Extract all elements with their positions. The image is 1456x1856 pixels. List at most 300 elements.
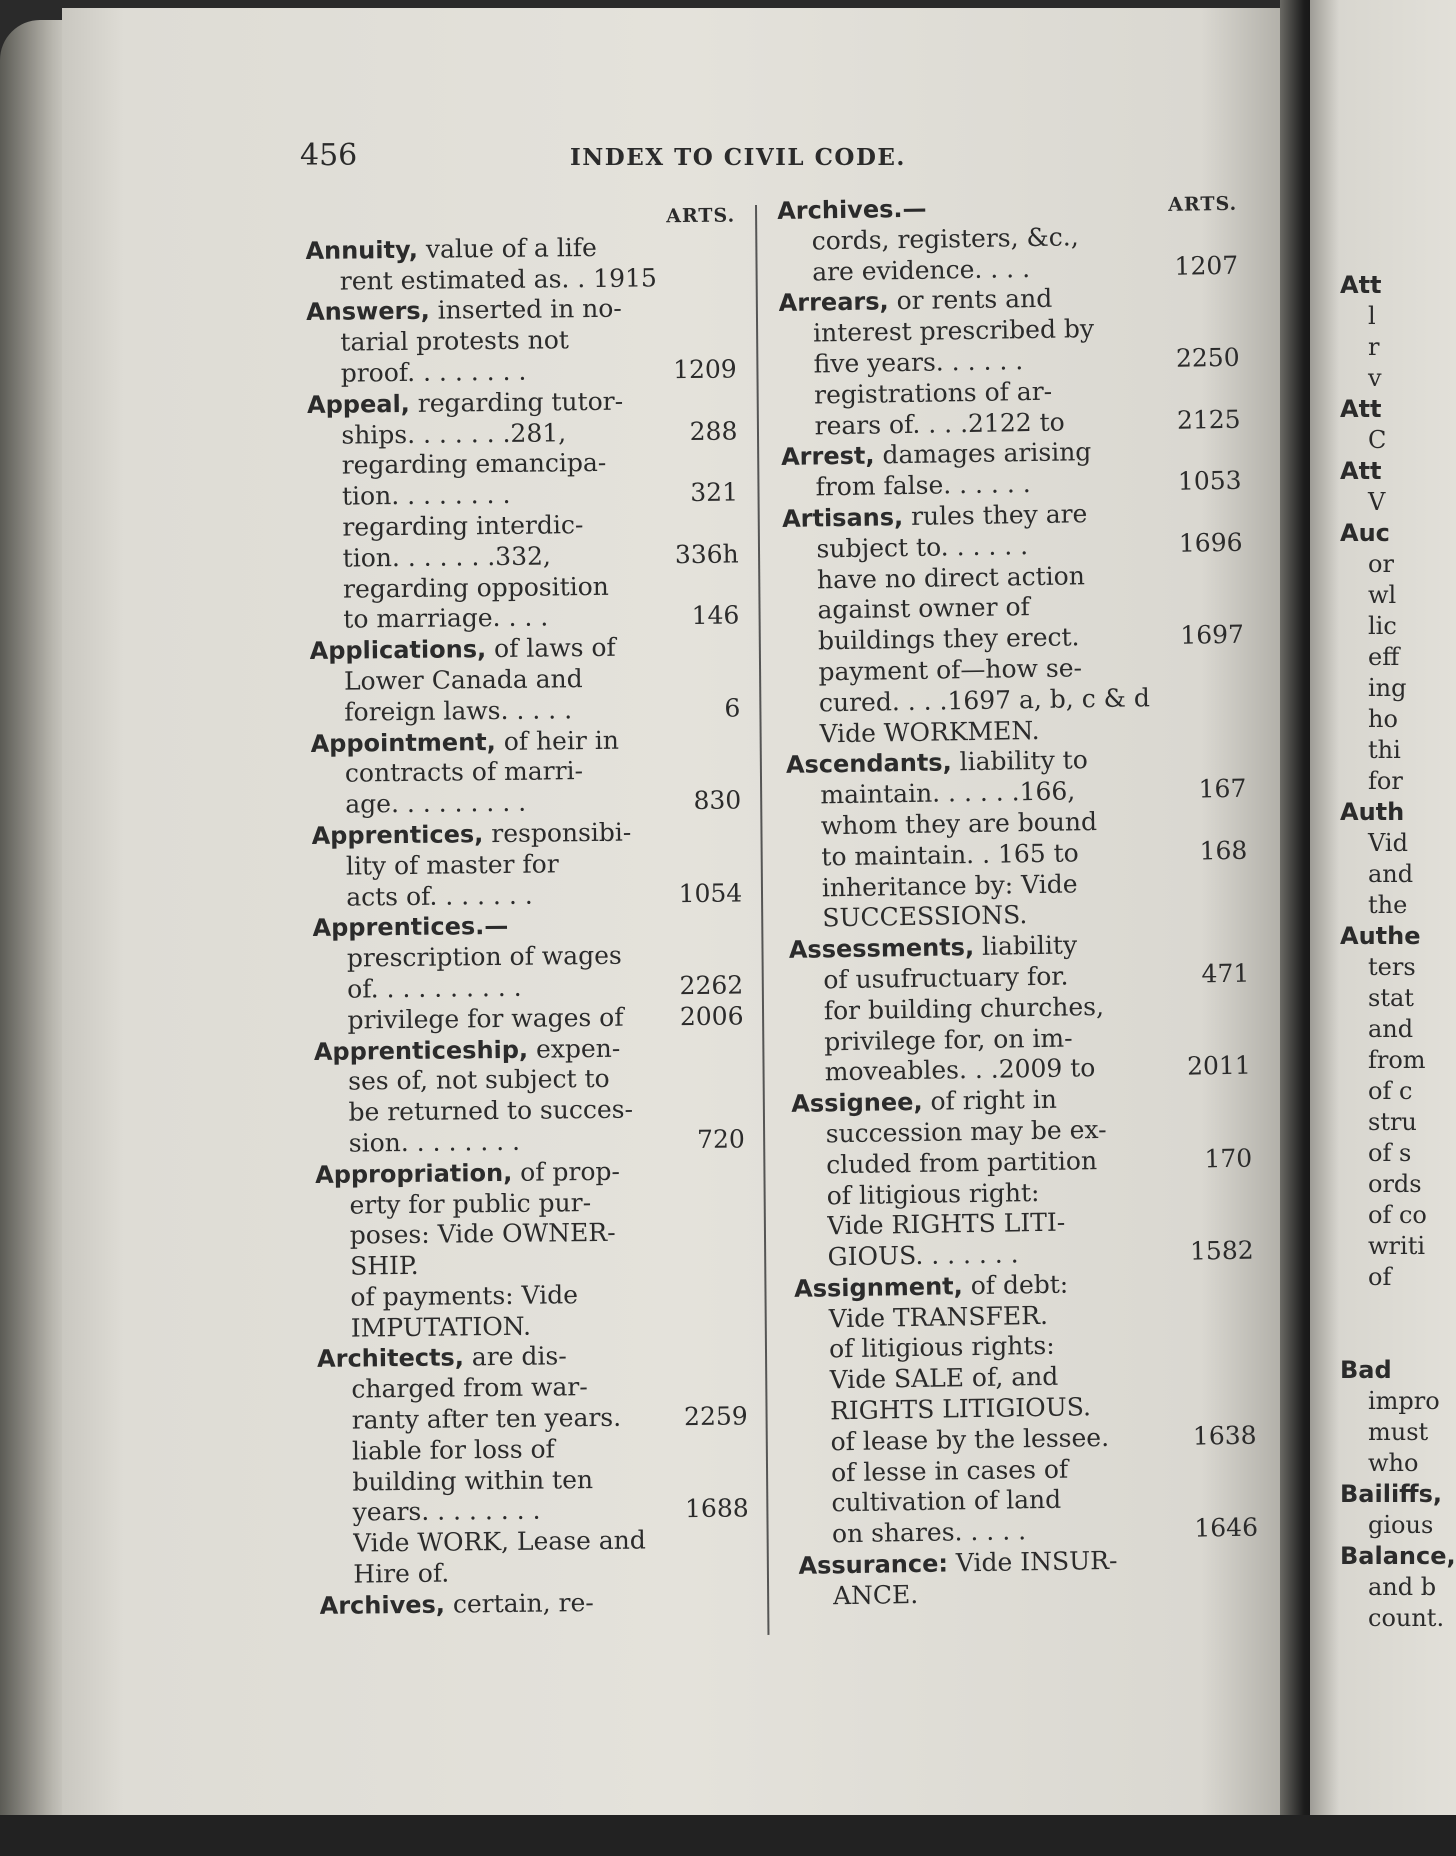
entry-keyword: Arrears, [778,287,889,318]
adjacent-page-fragment: of c [1368,1077,1413,1105]
index-entry-line [320,1586,750,1621]
entry-text [344,693,714,728]
index-entry-line [305,231,735,266]
entry-description: of usufructuary for. [823,961,1069,995]
entry-text [341,355,664,389]
article-number [732,847,742,878]
index-entry-line [310,632,740,667]
entry-description: ANCE. [832,1579,919,1611]
entry-description: or rents and [888,284,1053,316]
article-number: 1697 [1180,619,1245,650]
article-number [731,816,741,847]
entry-keyword: Assessments, [788,933,975,965]
entry-text [346,879,669,913]
index-entry-line [314,1032,744,1067]
article-number: 6 [724,693,741,723]
entry-text [320,1586,740,1621]
entry-description: five years. . . . . . [813,346,1024,379]
entry-description: lity of master for [345,849,559,881]
adjacent-page-fragment: l [1368,302,1376,330]
index-entry-line [310,662,740,697]
article-number [728,508,738,539]
entry-description: liability to [951,745,1088,777]
article-number [725,231,735,262]
entry-description: expen- [527,1033,621,1064]
entry-description: cords, registers, &c., [811,222,1079,256]
article-number [1247,1482,1257,1513]
index-entry-line [309,570,739,605]
entry-description: be returned to succes- [348,1094,634,1127]
adjacent-page-fragment: and b [1368,1573,1437,1601]
article-number [1243,1205,1253,1236]
article-number: 2259 [683,1401,748,1432]
entry-description: inserted in no- [429,294,622,326]
entry-description: Vide INSUR- [947,1545,1118,1578]
article-number [730,662,740,693]
adjacent-page-fragment: count. [1368,1604,1445,1632]
adjacent-page-fragment: V [1368,488,1386,516]
entry-keyword: Assignee, [791,1087,923,1118]
adjacent-page-fragment: eff [1368,643,1400,671]
article-number [735,1155,745,1186]
adjacent-page-fragment: for [1368,767,1403,795]
adjacent-page-fragment: stat [1368,984,1414,1012]
entry-description: Vide WORKMEN. [819,715,1040,748]
entry-text [351,1309,737,1344]
article-number [738,1432,748,1463]
article-number: 1638 [1192,1420,1257,1451]
article-number: 1207 [1174,250,1239,281]
article-number [737,1340,747,1371]
entry-keyword: Ascendants, [785,748,952,780]
entry-description: Vide SALE of, and [829,1362,1059,1395]
article-number [1247,1451,1257,1482]
article-number [735,1186,745,1217]
adjacent-page-fragment: Auc [1340,519,1390,547]
adjacent-page-fragment: Authe [1340,922,1421,950]
entry-description: privilege for, on im- [824,1022,1073,1056]
entry-text [348,1063,734,1098]
index-entry-line [319,1555,749,1590]
entry-description: charged from war- [351,1372,588,1404]
entry-text [343,540,665,574]
entry-text [347,1002,670,1036]
article-number [1248,1544,1258,1575]
article-number: 1209 [672,354,737,385]
entry-description: liability [973,930,1078,962]
index-entry-line [315,1186,745,1221]
entry-keyword: Appropriation, [315,1158,513,1189]
entry-description: ships. . . . . . .281, [341,417,567,450]
entry-description: sion. . . . . . . . [348,1126,521,1158]
page-header [300,138,960,178]
entry-keyword: Assignment, [793,1272,963,1303]
article-number: 1582 [1189,1235,1254,1266]
article-number: 170 [1204,1143,1253,1174]
article-number: 2011 [1186,1050,1251,1081]
article-number [1240,1020,1250,1051]
entry-description: moveables. . .2009 to [824,1053,1096,1087]
adjacent-page-fragment: and [1368,860,1414,888]
entry-description: of debt: [962,1269,1069,1301]
page-number: 456 [300,138,358,173]
entry-description: from false. . . . . . [815,469,1031,502]
entry-text [347,971,670,1005]
index-entry-line [313,940,743,975]
article-number [1240,989,1250,1020]
entry-text [340,324,726,359]
entry-description: are dis- [463,1341,567,1372]
entry-description: of lesse in cases of [830,1454,1069,1487]
adjacent-page-fragment: Att [1340,395,1382,423]
entry-description: Vide RIGHTS LITI- [826,1207,1066,1241]
index-entry-line [309,539,739,574]
article-number: 1646 [1194,1512,1259,1543]
article-number: 1696 [1178,527,1243,558]
entry-text [306,293,726,328]
article-number [739,1525,749,1556]
entry-text [351,1371,737,1406]
adjacent-page-fragment: of s [1368,1139,1412,1167]
entry-keyword: Assurance: [798,1549,949,1580]
entry-description: cured. . . .1697 a, b, c & d [818,682,1151,718]
scan-background [0,1815,1456,1856]
adjacent-page-fragment: writi [1368,1232,1426,1260]
entry-description: maintain. . . . . .166, [820,776,1076,810]
entry-text [343,570,729,605]
entry-text [310,632,730,667]
index-entry-line [310,693,740,728]
entry-description: proof. . . . . . . . [340,356,527,388]
article-number: 2250 [1175,342,1240,373]
entry-description: GIOUS. . . . . . . [827,1239,1019,1272]
entry-keyword: Architects, [316,1343,465,1374]
index-entry-line [307,385,737,420]
entry-description: erty for public pur- [349,1187,592,1220]
entry-description: age. . . . . . . . . [345,787,527,819]
entry-text [347,940,733,975]
adjacent-page-fragment: Att [1340,271,1382,299]
article-number: 2262 [679,970,744,1001]
entry-text [349,1125,688,1159]
entry-description: inheritance by: Vide [821,868,1078,902]
adjacent-page-fragment: Auth [1340,798,1405,826]
index-entry-line [313,1001,743,1036]
adjacent-page-text [1340,270,1456,1634]
article-number: 830 [693,785,742,816]
entry-description: privilege for wages of [347,1002,624,1035]
article-number [737,1309,747,1340]
article-number [734,1032,744,1063]
entry-description: regarding interdic- [342,510,584,542]
adjacent-page-fragment [1340,1324,1456,1355]
adjacent-page-fragment: ing [1368,674,1407,702]
article-number [1231,435,1241,466]
entry-description: interest prescribed by [812,314,1095,348]
index-entry-line [319,1494,749,1529]
adjacent-page-fragment: Att [1340,457,1382,485]
index-entry-line [311,816,741,851]
entry-keyword: Archives, [319,1590,446,1620]
entry-description: to marriage. . . . [343,602,549,634]
entry-text [833,1575,1249,1612]
index-entry-line [314,1094,744,1129]
adjacent-page-fragment: Bad [1340,1356,1392,1384]
entry-description: of heir in [495,725,620,756]
entry-description: rules they are [902,499,1088,532]
entry-description: responsibi- [483,817,632,849]
adjacent-page-fragment: gious [1368,1511,1434,1539]
article-number: 336h [674,539,739,569]
adjacent-page-fragment: C [1368,426,1387,454]
index-entry-line [316,1278,746,1313]
entry-description: whom they are bound [820,806,1098,841]
entry-text [352,1432,738,1467]
entry-description: rent estimated as. . 1915 [339,262,657,296]
index-entry-line [311,755,741,790]
article-number [736,1217,746,1248]
entry-text [353,1495,676,1529]
article-number: 1054 [678,877,743,908]
index-entry-line [306,293,736,328]
index-entry-line [316,1248,746,1283]
article-number [732,909,742,940]
article-number [734,1063,744,1094]
entry-text [341,417,680,451]
article-number [1233,589,1243,620]
entry-description: SHIP. [349,1250,419,1281]
index-entry-line [317,1309,747,1344]
entry-description: registrations of ar- [813,376,1053,410]
entry-text [345,755,731,790]
entry-description: rears of. . . .2122 to [814,407,1065,441]
adjacent-page-fragment: impro [1368,1387,1440,1415]
entry-text [350,1278,736,1313]
index-entry-line [307,416,737,451]
adjacent-page-fragment: Vid [1368,829,1408,857]
index-entry-line [306,262,736,297]
entry-description: tarial protests not [340,325,570,357]
index-entry-line [318,1402,748,1437]
index-entry-line [306,324,736,359]
entry-keyword: Apprentices, [311,820,484,850]
adjacent-page-fragment: who [1368,1449,1419,1477]
adjacent-page-fragment: v [1368,364,1382,392]
adjacent-page-fragment: wl [1368,581,1397,609]
index-entry-line [312,847,742,882]
article-number [1244,1267,1254,1298]
adjacent-page-fragment: lic [1368,612,1397,640]
entry-description: of litigious right: [826,1177,1040,1210]
entry-description: Vide WORK, Lease and [352,1525,646,1558]
article-number [730,724,740,755]
entry-description: poses: Vide OWNER- [349,1218,616,1250]
entry-text [349,1186,735,1221]
article-number [726,262,736,293]
entry-text [350,1217,736,1252]
article-number [1246,1390,1256,1421]
entry-description: against owner of [817,592,1030,625]
article-number [1228,281,1238,312]
adjacent-page-fragment: stru [1368,1108,1417,1136]
entry-description: cultivation of land [831,1485,1062,1518]
adjacent-page-fragment: and [1368,1015,1414,1043]
arts-label: ARTS. [666,204,736,228]
entry-description: building within ten [352,1464,594,1497]
entry-description: tion. . . . . . . . [341,480,511,511]
entry-text [317,1340,737,1375]
entry-description: have no direct action [816,560,1086,594]
article-number [1245,1328,1255,1359]
article-number [736,1248,746,1279]
article-number [1245,1359,1255,1390]
entry-description: regarding opposition [342,571,609,604]
article-number [1249,1574,1259,1605]
article-number [1238,897,1248,928]
article-number [1233,558,1243,589]
entry-text [342,478,681,512]
entry-description: IMPUTATION. [350,1311,532,1343]
adjacent-page-fragment [1340,1293,1456,1324]
adjacent-page-fragment: Bailiffs, [1340,1480,1443,1508]
article-number [1232,497,1242,528]
entry-text [348,1094,734,1129]
entry-description: value of a life [417,232,598,264]
article-number [1239,928,1249,959]
index-entry-line [307,354,737,389]
entry-description: regarding emancipa- [341,448,607,481]
article-number: 471 [1201,958,1250,989]
entry-text [342,509,728,544]
article-number [1241,1082,1251,1113]
article-number [728,447,738,478]
article-number [1234,651,1244,682]
entry-description: of laws of [485,632,616,664]
entry-text [345,786,684,820]
entry-description: of litigious rights: [828,1331,1055,1364]
index-entry-line [315,1124,745,1159]
entry-text [311,817,731,852]
article-number [739,1586,749,1617]
adjacent-page-fragment: the [1368,891,1408,919]
index-entry-line [312,878,742,913]
article-number: 720 [696,1124,745,1154]
entry-text [315,1155,735,1190]
article-number [729,632,739,663]
entry-keyword: Archives.— [777,194,927,225]
entry-text [340,262,726,297]
running-title: INDEX TO CIVIL CODE. [570,144,906,171]
entry-description: regarding tutor- [409,386,624,418]
entry-description: on shares. . . . . [831,1516,1027,1549]
article-number [1236,743,1246,774]
article-number [739,1555,749,1586]
entry-description: succession may be ex- [825,1114,1107,1149]
article-number: 288 [689,416,738,446]
entry-description: of lease by the lessee. [830,1422,1110,1457]
entry-description: cluded from partition [825,1145,1098,1180]
entry-description: ses of, not subject to [348,1064,610,1096]
index-entry-line [310,724,740,759]
index-column-right [777,189,1259,1613]
article-number [738,1463,748,1494]
entry-text [314,1032,734,1067]
entry-text [343,601,682,635]
article-number [729,570,739,601]
entry-keyword: Artisans, [781,503,904,533]
index-entry-line [308,478,738,513]
entry-keyword: Apprentices.— [312,912,509,943]
article-number: 1053 [1177,465,1242,496]
entry-text [342,447,728,482]
entry-description: RIGHTS LITIGIOUS. [829,1392,1092,1426]
entry-text [352,1402,675,1436]
article-number [737,1371,747,1402]
adjacent-page-fragment: of [1368,1263,1392,1291]
index-column-left [305,200,750,1621]
entry-keyword: Appointment, [310,727,496,758]
article-number: 2125 [1176,404,1241,435]
index-entry-line [311,786,741,821]
entry-keyword: Appeal, [306,389,410,419]
entry-text [310,724,730,759]
article-number [731,755,741,786]
entry-description: for building churches, [823,991,1105,1026]
entry-description: of payments: Vide [350,1280,579,1312]
article-number [1242,1174,1252,1205]
index-entry-line [315,1155,745,1190]
article-number [1241,1113,1251,1144]
article-number [734,1094,744,1125]
entry-description: acts of. . . . . . . [346,880,533,912]
adjacent-page-fragment: of co [1368,1201,1427,1229]
entry-description: Vide TRANSFER. [828,1300,1049,1334]
index-entry-line [318,1463,748,1498]
article-number: 2006 [679,1001,744,1031]
entry-description: foreign laws. . . . . [344,694,573,727]
index-entry-line [308,508,738,543]
article-number [1235,712,1245,743]
entry-description: liable for loss of [351,1434,555,1466]
index-entry-line [309,601,739,636]
index-entry-line [317,1340,747,1375]
entry-description: certain, re- [444,1587,594,1619]
page-edges [0,20,70,1850]
entry-text [352,1463,738,1498]
article-number [1227,220,1237,251]
entry-description: tion. . . . . . .332, [342,541,552,573]
entry-description: of prop- [512,1156,621,1187]
entry-text [353,1556,739,1591]
article-number: 168 [1199,835,1248,866]
entry-description: years. . . . . . . . [352,1496,541,1528]
entry-text [350,1248,736,1283]
article-number [727,385,737,416]
entry-keyword: Annuity, [305,235,419,265]
article-number: 167 [1198,773,1247,804]
entry-description: ranty after ten years. [351,1402,622,1435]
entry-description: SUCCESSIONS. [822,900,1028,933]
article-number [1244,1297,1254,1328]
article-number [736,1278,746,1309]
article-number [726,324,736,355]
adjacent-page-fragment: or [1368,550,1394,578]
arts-label: ARTS. [1168,192,1238,216]
index-entry-line [318,1432,748,1467]
entry-description: Lower Canada and [343,664,583,696]
index-entry-line [319,1525,749,1560]
adjacent-page-fragment: must [1368,1418,1429,1446]
